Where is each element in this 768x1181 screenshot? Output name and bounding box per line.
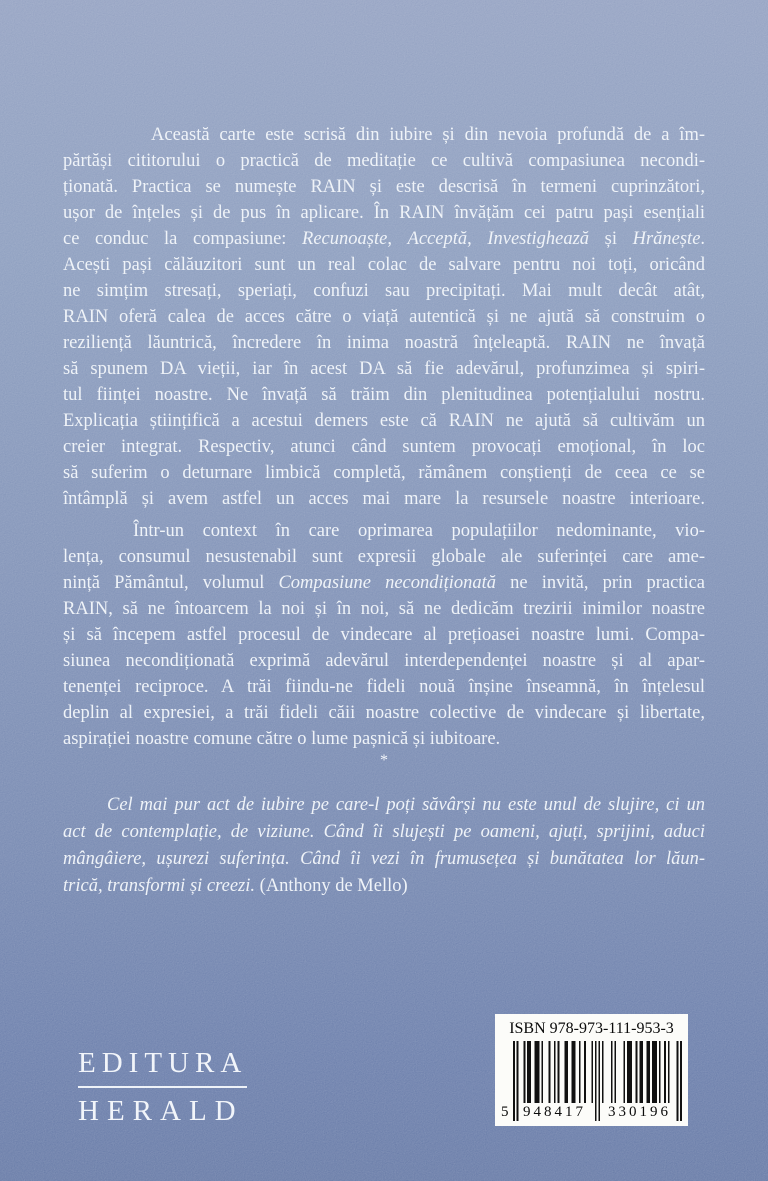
text-line: Într-un context în care oprimarea populațiilor nedominante, vio- [133,521,705,541]
text-line: RAIN oferă calea de acces către o viață autentică și ne ajută să construim o [63,307,705,327]
text-line: întâmplă și avem astfel un acces mai mare la resursele noastre interioare. [63,489,705,509]
description-text [63,122,705,752]
text-line: RAIN, să ne întoarcem la noi și în noi, să ne dedicăm trezirii inimilor noastre [63,599,705,619]
text-line: Explicația științifică a acestui demers este că RAIN ne ajută să cultivăm un [63,411,705,431]
text-line: tenenței reciproce. A trăi fiindu-ne fideli nouă înșine înseamnă, în înțelesul [63,677,705,697]
text-line: aspirației noastre comune către o lume pașnică și iubitoare. [63,729,501,749]
publisher-logo [78,1048,247,1127]
text-line: Această carte este scrisă din iubire și din nevoia profundă de a îm- [151,125,705,145]
description-paragraph-2 [63,518,705,752]
text-line: ționată. Practica se numește RAIN și este descrisă în termeni cuprinzători, [63,177,705,197]
text-line: tul ființei noastre. Ne învață să trăim din plenitudinea potențialului nostru. [63,385,705,405]
text-line: Cel mai pur act de iubire pe care-l poți săvârși nu este unul de slujire, ci un [107,795,705,815]
text-line: Acești pași călăuzitori sunt un real colac de salvare pentru noi toți, oricând [63,255,705,275]
isbn-label: ISBN 978-973-111-953-3 [509,1020,674,1037]
text-line: reziliență lăuntrică, încredere în inima noastră înțeleaptă. RAIN ne învață [63,333,705,353]
text-line: părtăși cititorului o practică de meditație ce cultivă compasiunea necondi- [63,151,705,171]
description-paragraph-1 [63,122,705,512]
barcode-digit-group: 948417 [523,1104,586,1120]
text-line: ne simțim stresați, speriați, confuzi sau precipitați. Mai mult decât atât, [63,281,705,301]
text-line: să spunem DA vieții, iar în acest DA să fie adevărul, profunzimea și spiri- [63,359,705,379]
barcode [495,1014,688,1126]
text-line: nință Pământul, volumul Compasiune necondiționată ne invită, prin practica [63,573,705,593]
quote-block [63,792,705,900]
text-line: mângâiere, ușurezi suferința. Când îi vezi în frumusețea și bunătatea lor lăun- [63,849,705,869]
barcode-digit-group: 5 [501,1104,509,1120]
barcode-bars-area [501,1041,682,1121]
text-line: creier integrat. Respectiv, atunci când suntem provocați emoțional, în loc [63,437,705,457]
text-line: act de contemplație, de viziune. Când îi slujești pe oameni, ajuți, sprijini, aduci [63,822,705,842]
text-line: deplin al expresiei, a trăi fideli căii noastre colective de vindecare și libertate, [63,703,705,723]
text-line: ce conduc la compasiune: Recunoaște, Acceptă, Investighează și Hrănește. [63,229,705,249]
publisher-name-herald: HERALD [78,1095,244,1128]
text-line: lența, consumul nesustenabil sunt expresii globale ale suferinței care ame- [63,547,705,567]
text-line: să suferim o deturnare limbică completă, rămânem conștienți de ceea ce se [63,463,705,483]
text-line: și să începem astfel procesul de vindecare al prețioasei noastre lumi. Compa- [63,625,705,645]
barcode-digit-group: 330196 [608,1104,671,1120]
barcode-digits [501,1103,682,1121]
publisher-name-editura: EDITURA [78,1048,247,1088]
text-line: siunea necondiționată exprimă adevărul interdependenței noastre și al apar- [63,651,705,671]
star-separator: * [380,752,388,769]
text-line: trică, transformi și creezi. (Anthony de Mello) [63,876,408,896]
text-line: ușor de înțeles și de pus în aplicare. În RAIN învățăm cei patru pași esențiali [63,203,705,223]
